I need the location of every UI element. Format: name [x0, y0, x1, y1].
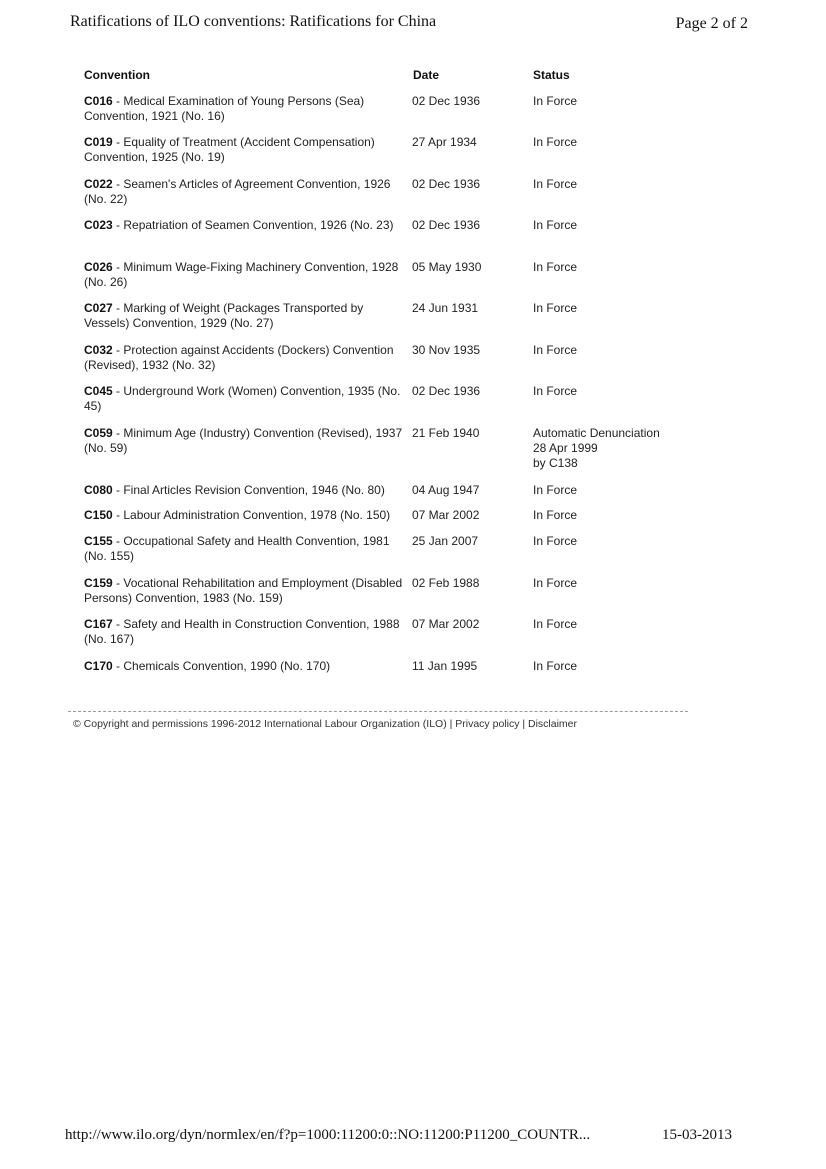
table-row — [0, 94, 826, 135]
convention-title: - Occupational Safety and Health Convention, 1981 (No. 155) — [84, 534, 390, 563]
status-text: In Force — [533, 384, 578, 398]
status-text: In Force — [533, 659, 578, 673]
ratification-date: 27 Apr 1934 — [412, 135, 477, 149]
table-row — [0, 384, 826, 426]
copyright-footer: © Copyright and permissions 1996-2012 International Labour Organization (ILO) | Privacy policy | Disclaimer — [73, 718, 578, 730]
table-row — [0, 343, 826, 384]
print-header-page-number: Page 2 of 2 — [675, 15, 748, 32]
convention-code-link[interactable]: C045 — [84, 384, 113, 398]
status-cell — [533, 576, 733, 591]
status-cell — [533, 301, 733, 316]
convention-cell — [84, 508, 410, 523]
convention-code-link[interactable]: C150 — [84, 508, 113, 522]
convention-title: - Medical Examination of Young Persons (Sea) Convention, 1921 (No. 16) — [84, 94, 365, 123]
table-row — [0, 426, 826, 483]
table-row — [0, 617, 826, 659]
convention-cell — [84, 177, 410, 207]
convention-title: - Repatriation of Seamen Convention, 1926 (No. 23) — [112, 218, 394, 232]
ratification-date: 21 Feb 1940 — [412, 426, 480, 440]
table-row — [0, 576, 826, 617]
convention-cell — [84, 301, 410, 331]
table-row — [0, 218, 826, 260]
convention-code-link[interactable]: C080 — [84, 483, 113, 497]
table-row — [0, 177, 826, 218]
status-text: In Force — [533, 301, 578, 315]
convention-title: - Protection against Accidents (Dockers) Convention (Revised), 1932 (No. 32) — [84, 343, 394, 372]
status-text: In Force — [533, 135, 578, 149]
status-cell — [533, 260, 733, 275]
column-header-date: Date — [413, 68, 440, 82]
table-row — [0, 508, 826, 534]
convention-code-link[interactable]: C026 — [84, 260, 113, 274]
status-text: In Force — [533, 508, 578, 522]
convention-cell — [84, 384, 410, 414]
convention-title: - Final Articles Revision Convention, 1946 (No. 80) — [112, 483, 385, 497]
convention-code-link[interactable]: C059 — [84, 426, 113, 440]
convention-title: - Marking of Weight (Packages Transported by Vessels) Convention, 1929 (No. 27) — [84, 301, 364, 330]
ratification-date: 05 May 1930 — [412, 260, 482, 274]
convention-cell — [84, 135, 410, 165]
convention-cell — [84, 576, 410, 606]
convention-title: - Vocational Rehabilitation and Employment (Disabled Persons) Convention, 1983 (No. 159) — [84, 576, 403, 605]
ratification-date: 02 Dec 1936 — [412, 384, 481, 398]
convention-title: - Minimum Wage-Fixing Machinery Convention, 1928 (No. 26) — [84, 260, 399, 289]
convention-title: - Safety and Health in Construction Convention, 1988 (No. 167) — [84, 617, 400, 646]
table-row — [0, 483, 826, 508]
convention-code-link[interactable]: C027 — [84, 301, 113, 315]
table-row — [0, 534, 826, 576]
ratification-date: 02 Dec 1936 — [412, 94, 481, 108]
status-cell — [533, 135, 733, 150]
table-row — [0, 260, 826, 301]
status-text: In Force — [533, 617, 578, 631]
status-cell — [533, 426, 733, 471]
status-text: by C138 — [533, 456, 578, 470]
convention-cell — [84, 659, 410, 674]
print-footer-url: http://www.ilo.org/dyn/normlex/en/f?p=1000:11200:0::NO:11200:P11200_COUNTR... — [65, 1127, 591, 1143]
convention-title: - Underground Work (Women) Convention, 1935 (No. 45) — [84, 384, 401, 413]
ratification-date: 25 Jan 2007 — [412, 534, 479, 548]
print-footer-date: 15-03-2013 — [662, 1127, 732, 1143]
ratification-date: 24 Jun 1931 — [412, 301, 479, 315]
ratification-date: 04 Aug 1947 — [412, 483, 480, 497]
status-cell — [533, 483, 733, 498]
status-text: Automatic Denunciation — [533, 426, 660, 440]
ratifications-table-body — [0, 94, 826, 679]
status-cell — [533, 384, 733, 399]
ratification-date: 02 Feb 1988 — [412, 576, 480, 590]
print-header-title: Ratifications of ILO conventions: Ratifications for China — [70, 13, 437, 30]
convention-title: - Chemicals Convention, 1990 (No. 170) — [112, 659, 331, 673]
convention-code-link[interactable]: C167 — [84, 617, 113, 631]
convention-cell — [84, 483, 410, 498]
status-text: 28 Apr 1999 — [533, 441, 598, 455]
convention-code-link[interactable]: C019 — [84, 135, 113, 149]
convention-cell — [84, 617, 410, 647]
status-text: In Force — [533, 576, 578, 590]
convention-cell — [84, 260, 410, 290]
convention-title: - Labour Administration Convention, 1978 (No. 150) — [112, 508, 391, 522]
status-cell — [533, 218, 733, 233]
convention-code-link[interactable]: C032 — [84, 343, 113, 357]
convention-cell — [84, 218, 410, 233]
ratification-date: 30 Nov 1935 — [412, 343, 481, 357]
status-cell — [533, 508, 733, 523]
status-cell — [533, 534, 733, 549]
convention-cell — [84, 534, 410, 564]
convention-cell — [84, 94, 410, 124]
status-cell — [533, 343, 733, 358]
column-header-status: Status — [533, 68, 570, 82]
table-row — [0, 135, 826, 177]
status-text: In Force — [533, 177, 578, 191]
status-cell — [533, 659, 733, 674]
status-cell — [533, 94, 733, 109]
status-text: In Force — [533, 343, 578, 357]
convention-cell — [84, 343, 410, 373]
convention-code-link[interactable]: C016 — [84, 94, 113, 108]
convention-cell — [84, 426, 410, 456]
table-row — [0, 301, 826, 343]
ratification-date: 07 Mar 2002 — [412, 508, 480, 522]
convention-title: - Equality of Treatment (Accident Compensation) Convention, 1925 (No. 19) — [84, 135, 375, 164]
column-header-convention: Convention — [84, 68, 150, 82]
status-text: In Force — [533, 218, 578, 232]
convention-code-link[interactable]: C159 — [84, 576, 113, 590]
convention-code-link[interactable]: C170 — [84, 659, 113, 673]
status-text: In Force — [533, 483, 578, 497]
convention-title: - Minimum Age (Industry) Convention (Revised), 1937 (No. 59) — [84, 426, 403, 455]
status-text: In Force — [533, 534, 578, 548]
convention-code-link[interactable]: C023 — [84, 218, 113, 232]
convention-code-link[interactable]: C022 — [84, 177, 113, 191]
ratification-date: 02 Dec 1936 — [412, 218, 481, 232]
ratification-date: 11 Jan 1995 — [412, 659, 478, 673]
convention-code-link[interactable]: C155 — [84, 534, 113, 548]
convention-title: - Seamen's Articles of Agreement Convention, 1926 (No. 22) — [84, 177, 391, 206]
ratification-date: 02 Dec 1936 — [412, 177, 481, 191]
table-header-row — [0, 68, 826, 86]
status-text: In Force — [533, 260, 578, 274]
table-row — [0, 659, 826, 679]
footer-divider — [68, 711, 688, 712]
status-cell — [533, 177, 733, 192]
status-text: In Force — [533, 94, 578, 108]
status-cell — [533, 617, 733, 632]
ratification-date: 07 Mar 2002 — [412, 617, 480, 631]
